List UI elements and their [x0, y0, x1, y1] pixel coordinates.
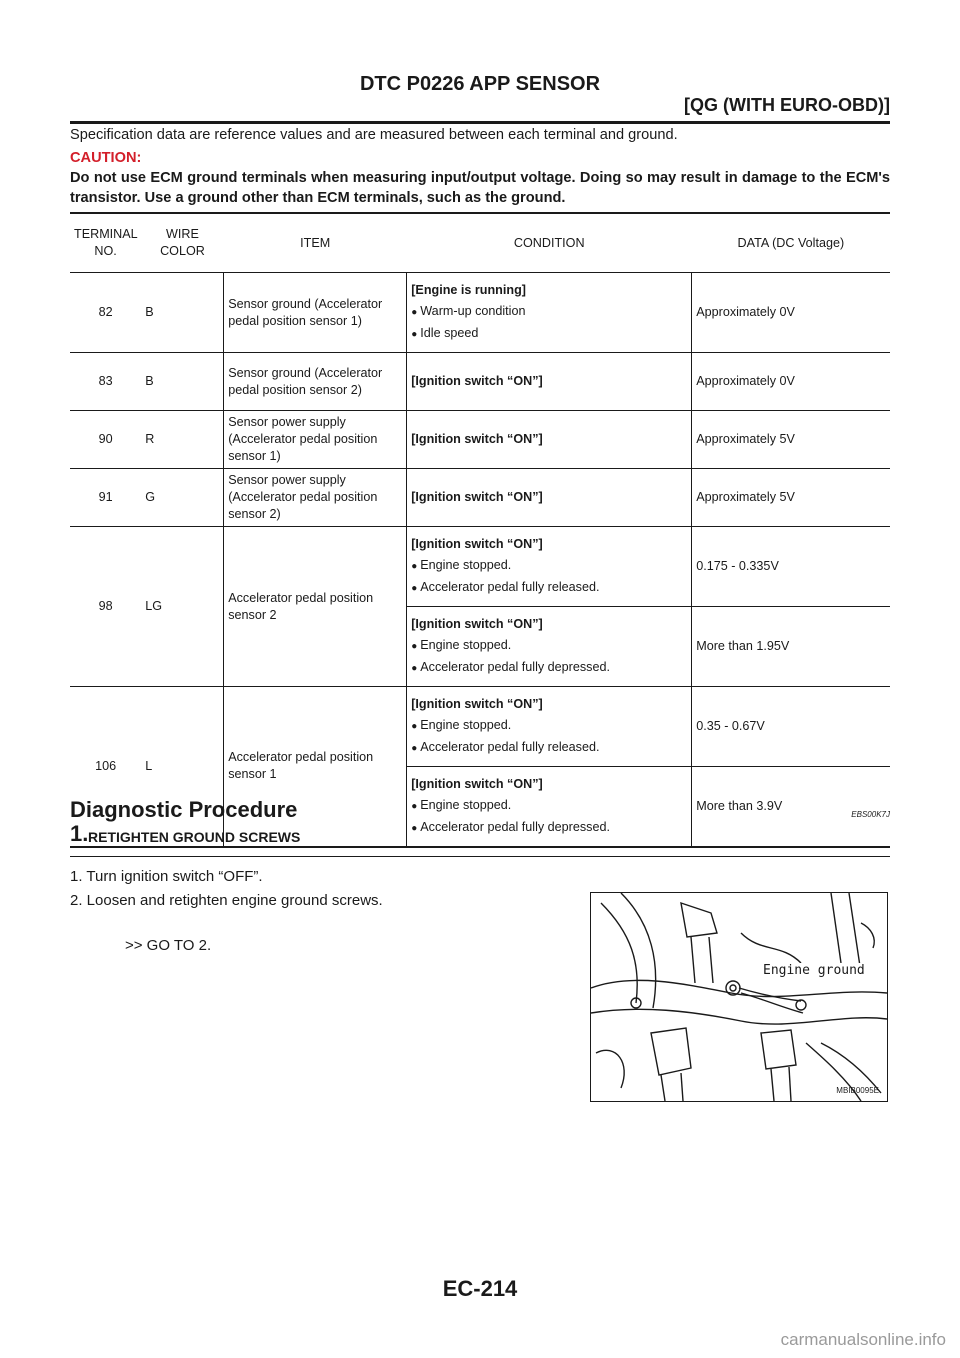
condition-bullet: ● Accelerator pedal fully depressed.	[411, 659, 687, 677]
condition-heading: [Ignition switch “ON”]	[411, 432, 543, 446]
condition-bullet: ● Engine stopped.	[411, 797, 687, 815]
table-header-row	[70, 213, 890, 273]
condition-bullet: ● Accelerator pedal fully depressed.	[411, 819, 687, 837]
condition-cell	[407, 469, 692, 527]
page-header-subtitle: [QG (WITH EURO-OBD)]	[684, 95, 890, 115]
caution-label: CAUTION:	[70, 150, 142, 166]
wire-color: L	[141, 687, 224, 847]
item-description: Accelerator pedal position sensor 2	[224, 527, 407, 687]
terminal-table	[70, 212, 890, 848]
data-value: 0.35 - 0.67V	[692, 687, 890, 767]
step-rule	[70, 856, 890, 857]
page-header-title: DTC P0226 APP SENSOR	[359, 73, 601, 95]
data-value: More than 3.9V	[692, 767, 890, 847]
goto-next-step: >> GO TO 2.	[125, 937, 212, 954]
data-value: 0.175 - 0.335V	[692, 527, 890, 607]
header-data: DATA (DC Voltage)	[692, 213, 890, 273]
data-value: Approximately 5V	[692, 469, 890, 527]
condition-heading: [Ignition switch “ON”]	[411, 617, 543, 631]
step-title: RETIGHTEN GROUND SCREWS	[88, 829, 301, 845]
condition-bullet: ● Engine stopped.	[411, 717, 687, 735]
header-condition: CONDITION	[407, 213, 692, 273]
condition-heading: [Ignition switch “ON”]	[411, 490, 543, 504]
condition-cell	[407, 527, 692, 607]
condition-heading: [Engine is running]	[411, 283, 526, 297]
condition-bullet: ● Warm-up condition	[411, 303, 687, 321]
condition-bullet: ● Accelerator pedal fully released.	[411, 579, 687, 597]
wire-color: LG	[141, 527, 224, 687]
header-terminal: TERMINAL NO.	[70, 213, 141, 273]
site-watermark: carmanualsonline.info	[780, 1330, 946, 1349]
terminal-no: 83	[70, 353, 141, 411]
engine-ground-illustration	[591, 893, 887, 1101]
item-description: Sensor ground (Accelerator pedal position sensor 1)	[224, 273, 407, 353]
wire-color: R	[141, 411, 224, 469]
item-description: Sensor ground (Accelerator pedal position sensor 2)	[224, 353, 407, 411]
condition-heading: [Ignition switch “ON”]	[411, 537, 543, 551]
wire-color: B	[141, 353, 224, 411]
condition-bullet: ● Idle speed	[411, 325, 687, 343]
table-row	[70, 469, 890, 527]
data-value: More than 1.95V	[692, 607, 890, 687]
condition-bullet: ● Engine stopped.	[411, 557, 687, 575]
data-value: Approximately 0V	[692, 353, 890, 411]
condition-cell	[407, 687, 692, 767]
data-value: Approximately 5V	[692, 411, 890, 469]
condition-cell	[407, 273, 692, 353]
data-value: Approximately 0V	[692, 273, 890, 353]
header-rule	[70, 121, 890, 124]
condition-cell	[407, 411, 692, 469]
condition-heading: [Ignition switch “ON”]	[411, 374, 543, 388]
procedure-step-2: 2. Loosen and retighten engine ground screws.	[70, 892, 383, 909]
page-number: EC-214	[442, 1276, 518, 1301]
wire-color: B	[141, 273, 224, 353]
condition-heading: [Ignition switch “ON”]	[411, 776, 543, 791]
figure-code: MBIB0095E	[836, 1086, 879, 1095]
terminal-no: 90	[70, 411, 141, 469]
section-code: EBS00K7J	[851, 810, 890, 819]
condition-bullet: ● Accelerator pedal fully released.	[411, 739, 687, 757]
header-wire-color: WIRE COLOR	[141, 213, 224, 273]
table-row	[70, 687, 890, 767]
item-description: Sensor power supply (Accelerator pedal position sensor 2)	[224, 469, 407, 527]
table-body	[70, 273, 890, 847]
header-item: ITEM	[224, 213, 407, 273]
terminal-no: 82	[70, 273, 141, 353]
table-row	[70, 273, 890, 353]
terminal-no: 91	[70, 469, 141, 527]
terminal-no: 106	[70, 687, 141, 847]
item-description: Accelerator pedal position sensor 1	[224, 687, 407, 847]
table-row	[70, 411, 890, 469]
figure-label: Engine ground	[763, 963, 865, 978]
condition-bullet: ● Engine stopped.	[411, 637, 687, 655]
caution-text: Do not use ECM ground terminals when measuring input/output voltage. Doing so may result in damage to the ECM's transistor. Use a ground other than ECM terminals, such as the ground.	[70, 170, 890, 206]
item-description: Sensor power supply (Accelerator pedal position sensor 1)	[224, 411, 407, 469]
procedure-step-1: 1. Turn ignition switch “OFF”.	[70, 868, 263, 885]
step-number: 1.	[70, 821, 89, 846]
wire-color: G	[141, 469, 224, 527]
condition-cell	[407, 353, 692, 411]
table-row	[70, 353, 890, 411]
table-row	[70, 527, 890, 607]
spec-note: Specification data are reference values and are measured between each terminal and ground.	[70, 127, 678, 143]
engine-ground-figure	[590, 892, 888, 1102]
section-title: Diagnostic Procedure	[70, 797, 298, 822]
terminal-no: 98	[70, 527, 141, 687]
condition-heading: [Ignition switch “ON”]	[411, 697, 543, 711]
condition-cell	[407, 767, 692, 847]
condition-cell	[407, 607, 692, 687]
